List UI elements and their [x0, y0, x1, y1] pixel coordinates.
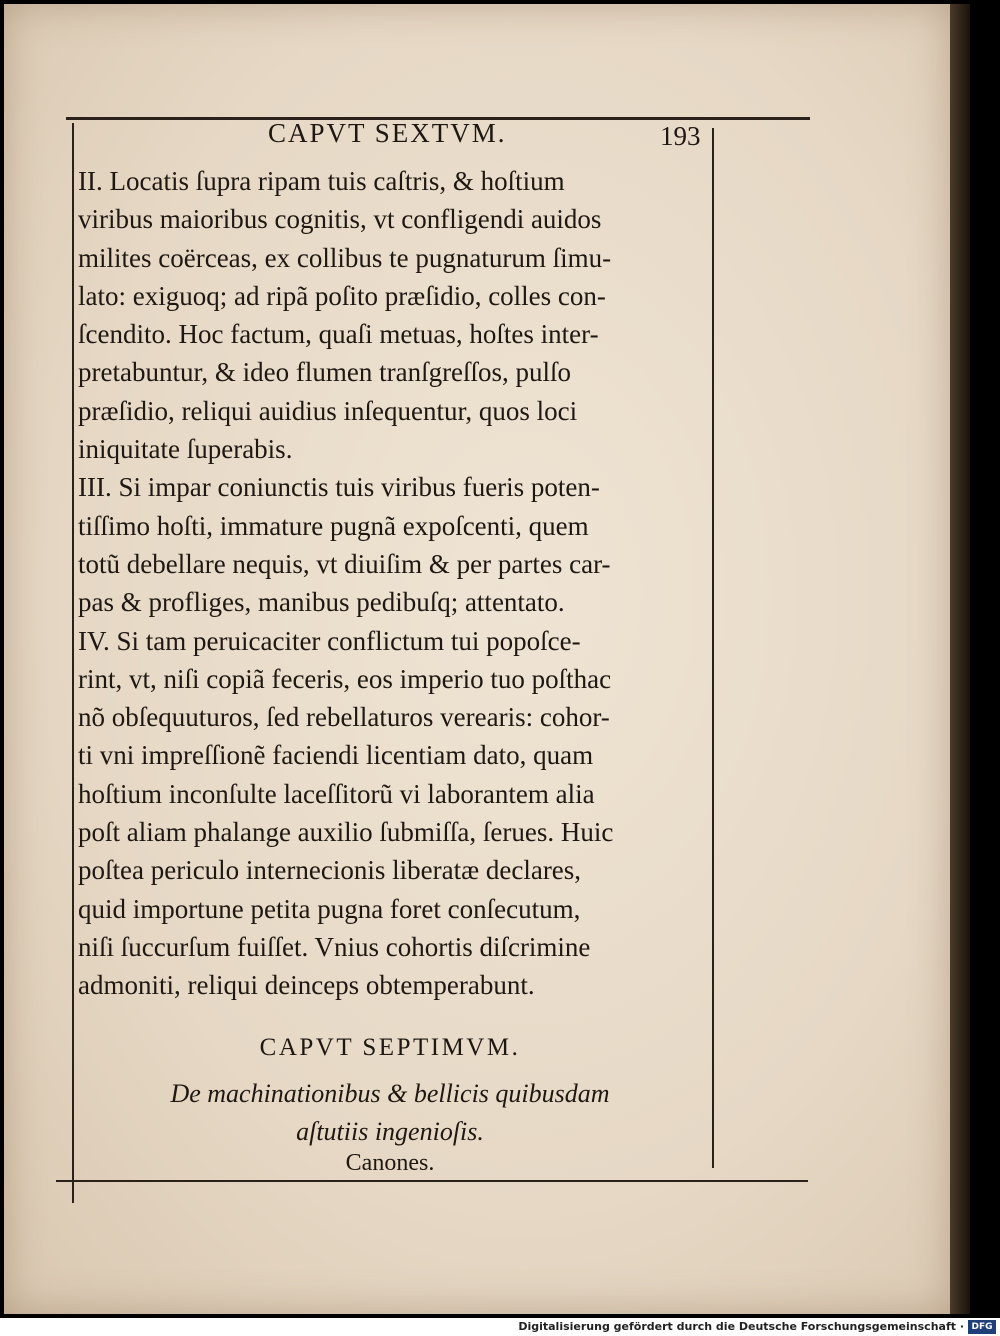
body-line: rint, vt, niſi copiã feceris, eos imperio tuo poſthac — [78, 663, 612, 694]
body-line: nõ obſequuturos, ſed rebellaturos verearis: cohor- — [78, 702, 610, 733]
page-number: 193 — [660, 121, 701, 151]
body-line: pretabuntur, & ideo flumen tranſgreſſos, pulſo — [78, 357, 572, 388]
digitization-footer — [0, 1318, 1000, 1336]
body-line: viribus maioribus cognitis, vt confligendi auidos — [78, 204, 602, 235]
canones-label: Canones. — [345, 1150, 435, 1176]
body-line: tiſſimo hoſti, immature pugnã expoſcenti, quem — [78, 510, 589, 541]
chapter-subtitle-line: aſtutiis ingenioſis. — [296, 1117, 484, 1146]
body-line: milites coërceas, ex collibus te pugnaturum ſimu- — [78, 242, 612, 273]
running-head: CAPVT SEXTVM. — [268, 118, 507, 148]
body-line: niſi ſuccurſum fuiſſet. Vnius cohortis diſcrimine — [78, 931, 591, 962]
body-line: lato: exiguoq; ad ripã poſito præſidio, colles con- — [78, 280, 606, 311]
body-line: III. Si impar coniunctis tuis viribus fueris poten- — [78, 472, 600, 503]
chapter-subtitle — [70, 1075, 710, 1151]
body-line: ſcendito. Hoc factum, quaſi metuas, hoſtes inter- — [78, 319, 599, 350]
body-line: II. Locatis ſupra ripam tuis caſtris, & hoſtium — [78, 166, 565, 196]
chapter-heading: CAPVT SEPTIMVM. — [259, 1034, 521, 1061]
body-line: iniquitate ſuperabis. — [78, 434, 293, 465]
body-line: poſt aliam phalange auxilio ſubmiſſa, ſerues. Huic — [78, 817, 614, 848]
page-edge — [950, 4, 970, 1314]
dfg-logo: DFG — [968, 1320, 996, 1334]
body-line: pas & profliges, manibus pedibuſq; attentato. — [78, 587, 565, 618]
body-line: præſidio, reliqui auidius inſequentur, quos loci — [78, 395, 578, 426]
body-line: ti vni impreſſionẽ faciendi licentiam dato, quam — [78, 740, 594, 771]
bottom-rule — [56, 1180, 808, 1182]
body-line: hoſtium inconſulte laceſſitorũ vi laborantem alia — [78, 778, 595, 809]
body-line: IV. Si tam peruicaciter conflictum tui popoſce- — [78, 625, 581, 656]
body-line: admoniti, reliqui deinceps obtemperabunt. — [78, 970, 535, 1001]
body-text — [78, 162, 714, 1005]
body-line: quid importune petita pugna foret conſecutum, — [78, 893, 581, 924]
chapter-subtitle-line: De machinationibus & bellicis quibusdam — [170, 1079, 610, 1108]
body-line: poſtea periculo internecionis liberatæ declares, — [78, 855, 582, 886]
body-line: totũ debellare nequis, vt diuiſim & per partes car- — [78, 548, 611, 579]
funding-credit: Digitalisierung gefördert durch die Deutsche Forschungsgemeinschaft · — [518, 1320, 964, 1333]
